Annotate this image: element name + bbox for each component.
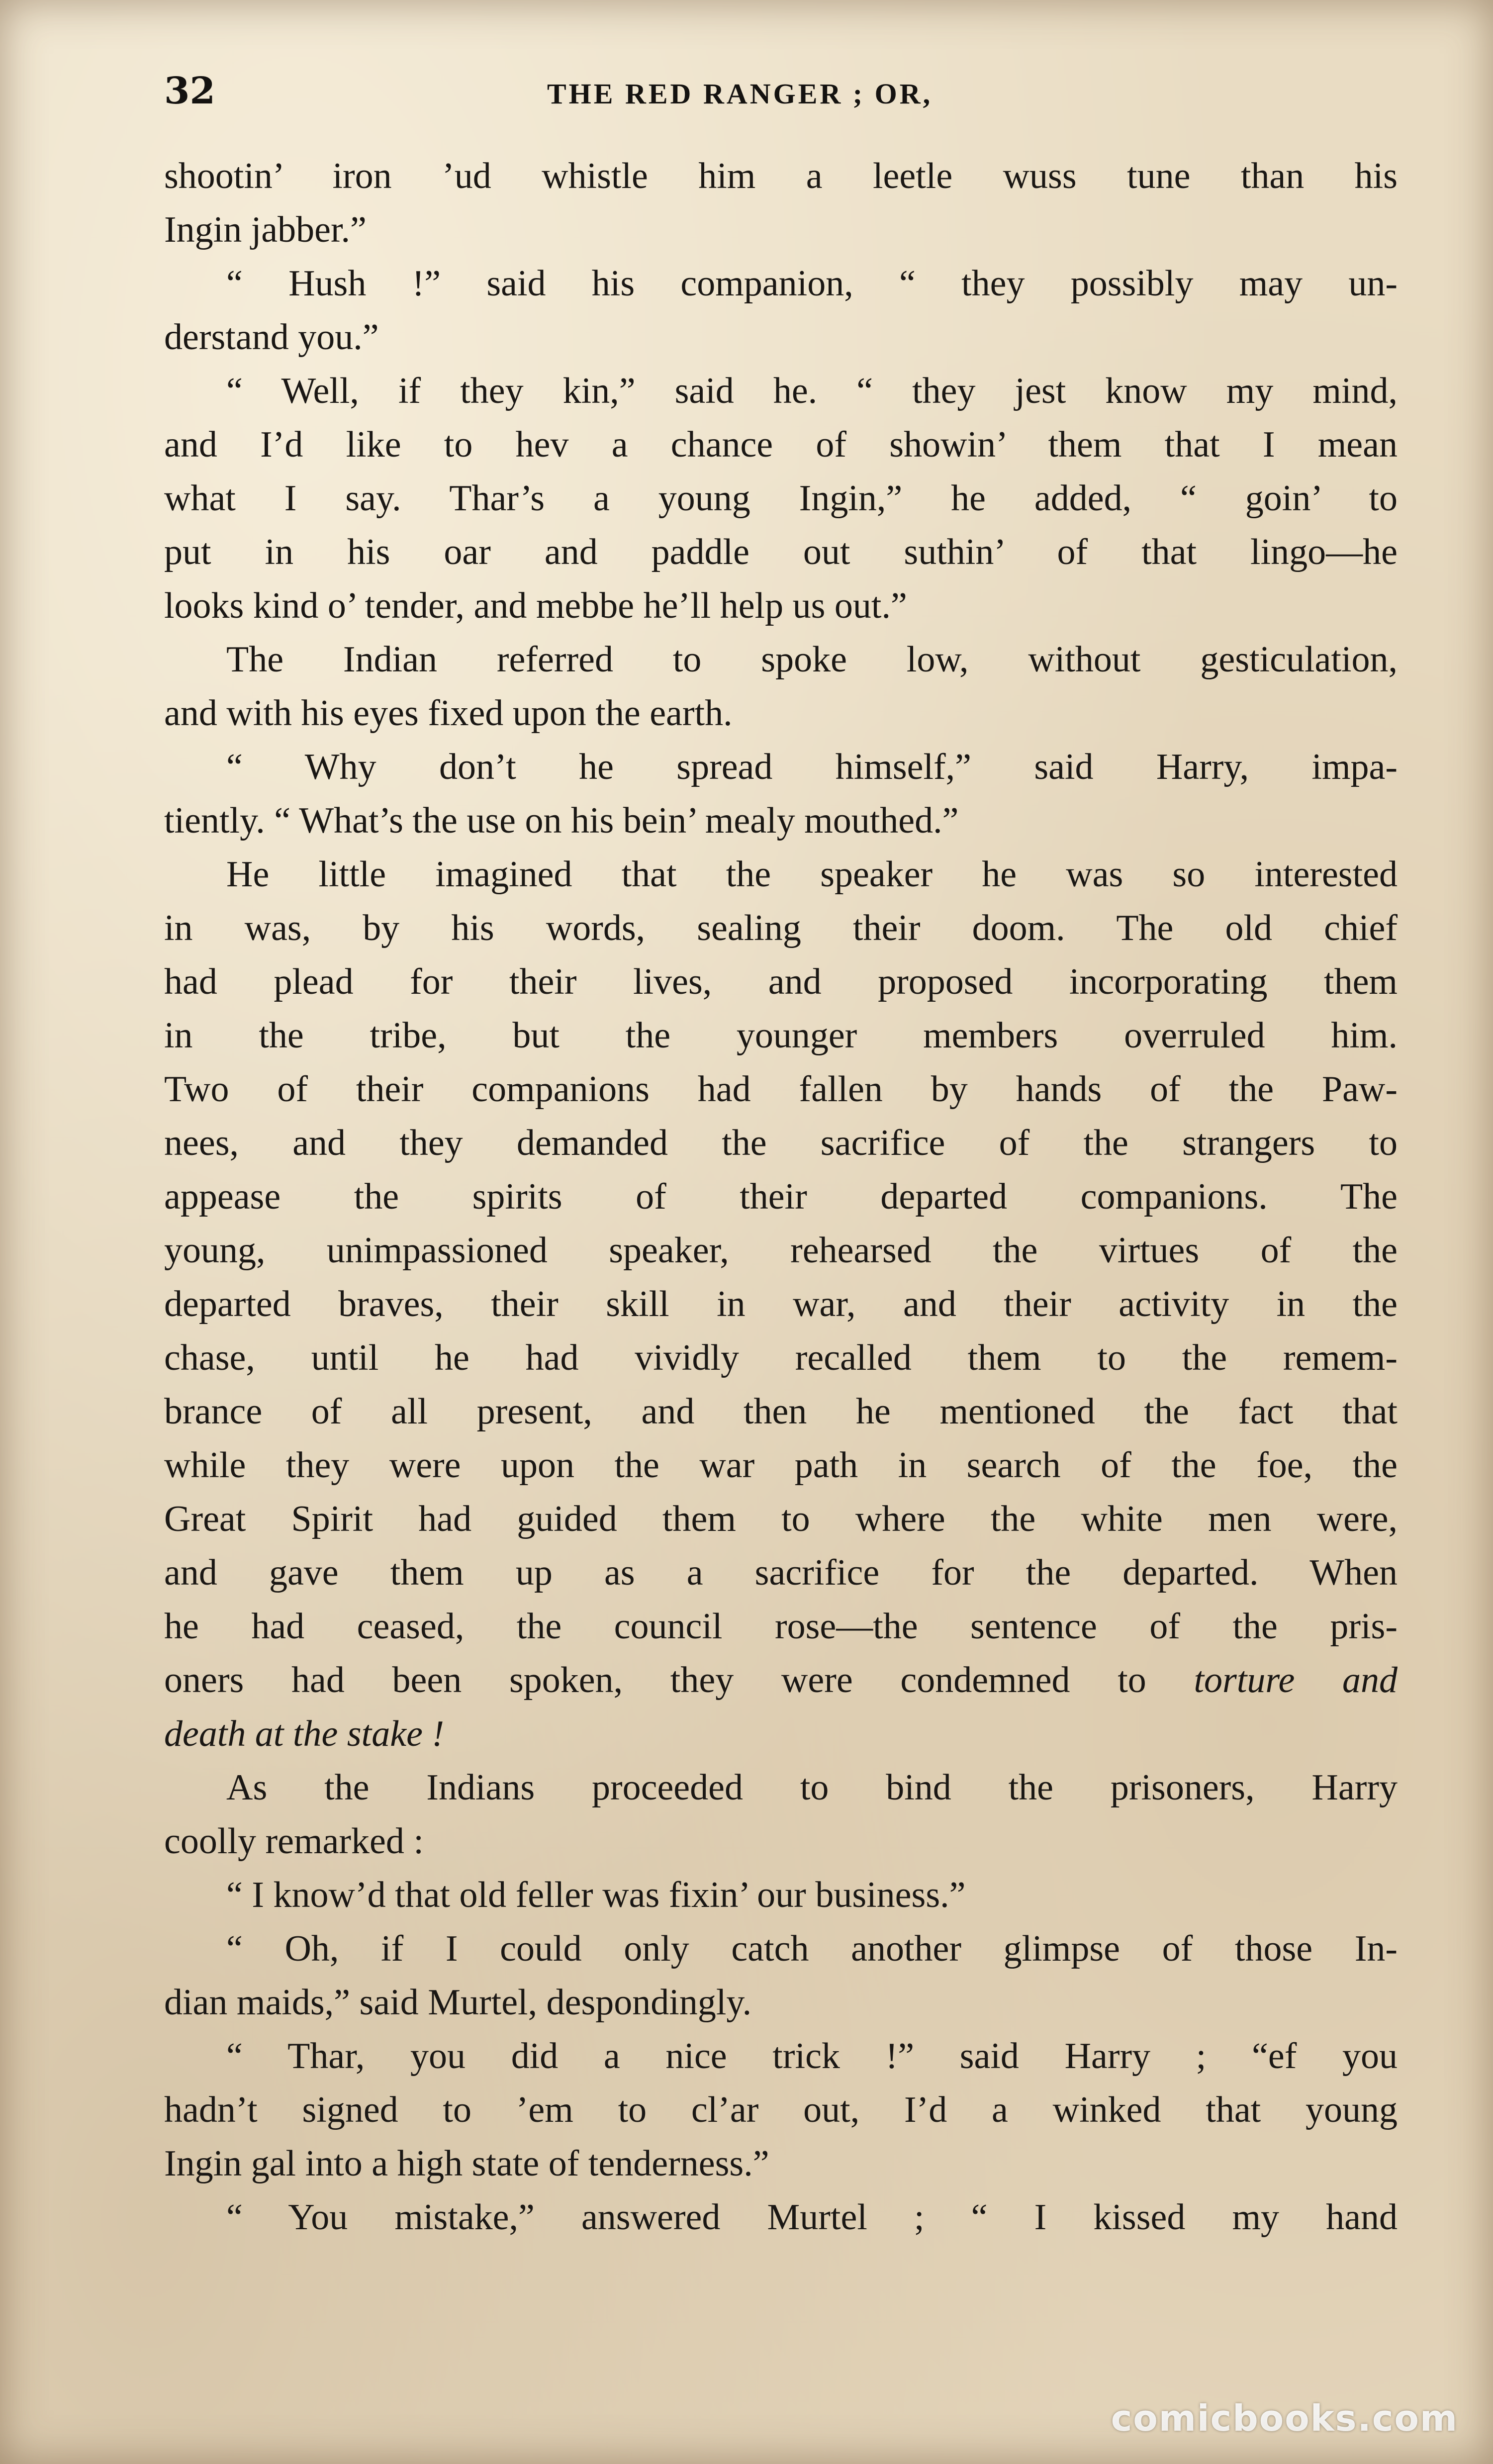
running-title: THE RED RANGER ; OR, <box>547 78 933 110</box>
text-line: while they were upon the war path in search of the foe, the <box>164 1445 1398 1486</box>
text-line: “ Hush !” said his companion, “ they possibly may un- <box>226 263 1398 304</box>
text-line: and I’d like to hev a chance of showin’ them that I mean <box>164 424 1398 465</box>
text-line: “ I know’d that old feller was fixin’ our business.” <box>226 1875 966 1915</box>
text-line: As the Indians proceeded to bind the prisoners, Harry <box>226 1767 1398 1808</box>
text-line: and gave them up as a sacrifice for the departed. When <box>164 1552 1398 1593</box>
text-line: tiently. “ What’s the use on his bein’ mealy mouthed.” <box>164 800 959 841</box>
text-line: hadn’t signed to ’em to cl’ar out, I’d a winked that young <box>164 2089 1398 2130</box>
text-line: in the tribe, but the younger members overruled him. <box>164 1015 1398 1056</box>
text-line: departed braves, their skill in war, and their activity in the <box>164 1284 1398 1325</box>
text-line: looks kind o’ tender, and mebbe he’ll help us out.” <box>164 585 907 626</box>
text-line: what I say. Thar’s a young Ingin,” he added, “ goin’ to <box>164 478 1398 519</box>
text-line: “ Oh, if I could only catch another glimpse of those In- <box>226 1928 1398 1969</box>
text-line: put in his oar and paddle out suthin’ of that lingo—he <box>164 532 1398 572</box>
text-line: young, unimpassioned speaker, rehearsed the virtues of the <box>164 1230 1398 1271</box>
text-line: shootin’ iron ’ud whistle him a leetle wuss tune than his <box>164 156 1398 196</box>
text-line: and with his eyes fixed upon the earth. <box>164 693 733 734</box>
text-line: derstand you.” <box>164 317 379 358</box>
text-line: dian maids,” said Murtel, despondingly. <box>164 1982 752 2023</box>
text-line: death at the stake ! <box>164 1713 445 1754</box>
text-line: Ingin gal into a high state of tenderness.” <box>164 2143 769 2184</box>
text-line: Ingin jabber.” <box>164 209 367 250</box>
text-line: appease the spirits of their departed companions. The <box>164 1176 1398 1217</box>
text-line: oners had been spoken, they were condemned to <box>164 1660 1146 1701</box>
text-line: brance of all present, and then he mentioned the fact that <box>164 1391 1398 1432</box>
text-line: “ Why don’t he spread himself,” said Harry, impa- <box>226 747 1398 787</box>
watermark: comicbooks.com <box>1111 2397 1458 2439</box>
text-line: Two of their companions had fallen by hands of the Paw- <box>164 1069 1398 1110</box>
running-head <box>164 69 1398 113</box>
text-line: “ You mistake,” answered Murtel ; “ I kissed my hand <box>226 2197 1398 2238</box>
text-line: He little imagined that the speaker he was so interested <box>226 854 1398 895</box>
page-number: 32 <box>164 70 215 112</box>
body-text <box>164 149 1398 2244</box>
text-line: nees, and they demanded the sacrifice of the strangers to <box>164 1123 1398 1163</box>
text-line: coolly remarked : <box>164 1821 424 1862</box>
text-line: he had ceased, the council rose—the sentence of the pris- <box>164 1606 1398 1647</box>
text-line: chase, until he had vividly recalled them to the remem- <box>164 1337 1398 1378</box>
text-line: Great Spirit had guided them to where the white men were, <box>164 1499 1398 1539</box>
italic-phrase: torture and <box>1194 1660 1398 1701</box>
text-line: “ Well, if they kin,” said he. “ they jest know my mind, <box>226 371 1398 411</box>
text-line-with-italic <box>164 1653 1398 1707</box>
text-line: in was, by his words, sealing their doom. The old chief <box>164 908 1398 948</box>
text-line: The Indian referred to spoke low, without gesticulation, <box>226 639 1398 680</box>
text-line: “ Thar, you did a nice trick !” said Harry ; “ef you <box>226 2036 1398 2077</box>
text-line: had plead for their lives, and proposed incorporating them <box>164 961 1398 1002</box>
